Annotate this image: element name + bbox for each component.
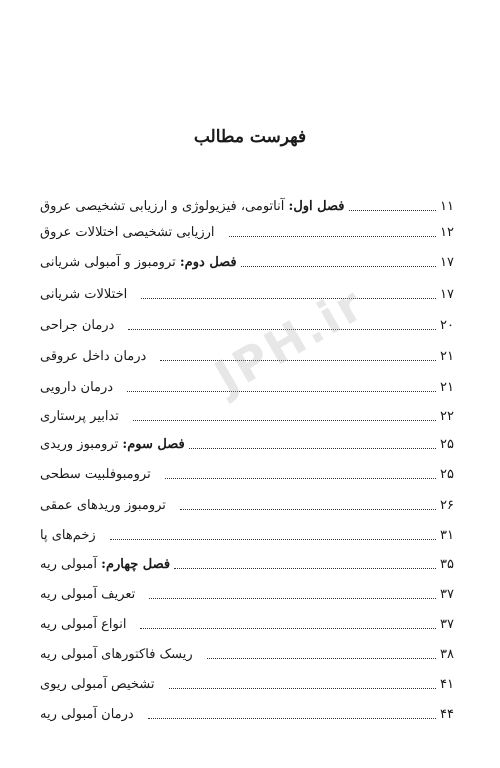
dot-leader bbox=[127, 391, 436, 392]
page-number: ۱۷ bbox=[440, 287, 454, 302]
page-number: ۲۶ bbox=[440, 498, 454, 513]
entry-title: تدابیر پرستاری bbox=[40, 409, 119, 424]
page-number: ۲۵ bbox=[440, 437, 454, 452]
toc-entry bbox=[40, 640, 464, 664]
page-number: ۱۷ bbox=[440, 255, 454, 270]
dot-leader bbox=[180, 509, 436, 510]
dot-leader bbox=[140, 628, 436, 629]
page-number: ۲۱ bbox=[440, 349, 454, 364]
toc-entry-chapter-2 bbox=[40, 248, 464, 272]
page-number: ۳۵ bbox=[440, 557, 454, 572]
page-number: ۲۲ bbox=[440, 409, 454, 424]
entry-title: درمان داخل عروقی bbox=[40, 349, 147, 364]
entry-title: ریسک فاکتورهای آمبولی ریه bbox=[40, 647, 193, 662]
entry-title: ارزیابی تشخیصی اختلالات عروق bbox=[40, 225, 215, 240]
entry-title: ترومبوفلبیت سطحی bbox=[40, 467, 151, 482]
dot-leader bbox=[169, 688, 436, 689]
page-number: ۳۷ bbox=[440, 587, 454, 602]
toc-entry bbox=[40, 460, 464, 484]
entry-title: درمان دارویی bbox=[40, 380, 114, 395]
page-number: ۳۸ bbox=[440, 647, 454, 662]
toc-entry bbox=[40, 218, 464, 242]
dot-leader bbox=[110, 539, 436, 540]
dot-leader bbox=[229, 236, 436, 237]
toc-entry bbox=[40, 610, 464, 634]
toc-entry bbox=[40, 700, 464, 724]
chapter-label: فصل اول: bbox=[288, 199, 345, 214]
page-number: ۴۴ bbox=[440, 707, 454, 722]
page-number: ۲۵ bbox=[440, 467, 454, 482]
entry-title: ترومبوز و آمبولی شریانی bbox=[40, 255, 176, 270]
chapter-label: فصل چهارم: bbox=[101, 557, 171, 572]
page-number: ۲۰ bbox=[440, 318, 454, 333]
toc-entry bbox=[40, 280, 464, 304]
page-number: ۱۲ bbox=[440, 225, 454, 240]
dot-leader bbox=[165, 478, 436, 479]
chapter-label: فصل دوم: bbox=[179, 255, 237, 270]
entry-title: اختلالات شریانی bbox=[40, 287, 128, 302]
toc-entry bbox=[40, 491, 464, 515]
entry-title: درمان آمبولی ریه bbox=[40, 707, 134, 722]
dot-leader bbox=[349, 210, 436, 211]
watermark: JPH.ir bbox=[205, 275, 375, 405]
entry-text bbox=[40, 199, 345, 216]
toc-entry-chapter-1 bbox=[40, 192, 464, 216]
page-number: ۲۱ bbox=[440, 380, 454, 395]
dot-leader bbox=[148, 718, 436, 719]
entry-title: ترومبوز وریدهای عمقی bbox=[40, 498, 166, 513]
chapter-label: فصل سوم: bbox=[122, 437, 185, 452]
toc-entry-chapter-4 bbox=[40, 550, 464, 574]
page-number: ۳۷ bbox=[440, 617, 454, 632]
entry-text bbox=[40, 255, 237, 272]
entry-title: زخم‌های پا bbox=[40, 528, 96, 543]
entry-title: انواع آمبولی ریه bbox=[40, 617, 127, 632]
entry-title: درمان جراحی bbox=[40, 318, 115, 333]
entry-title: آناتومی، فیزیولوژی و ارزیابی تشخیصی عروق bbox=[40, 199, 285, 214]
entry-title: تشخیص آمبولی ریوی bbox=[40, 677, 155, 692]
dot-leader bbox=[133, 420, 436, 421]
entry-text bbox=[40, 437, 185, 454]
entry-title: آمبولی ریه bbox=[40, 557, 98, 572]
toc-entry bbox=[40, 521, 464, 545]
page-number: ۱۱ bbox=[440, 199, 454, 214]
dot-leader bbox=[149, 598, 436, 599]
dot-leader bbox=[207, 658, 436, 659]
toc-entry bbox=[40, 580, 464, 604]
dot-leader bbox=[189, 448, 436, 449]
entry-text bbox=[40, 557, 170, 574]
entry-title: ترومبوز وریدی bbox=[40, 437, 119, 452]
toc-entry-chapter-3 bbox=[40, 430, 464, 454]
entry-title: تعریف آمبولی ریه bbox=[40, 587, 136, 602]
page-number: ۴۱ bbox=[440, 677, 454, 692]
toc-entry bbox=[40, 670, 464, 694]
dot-leader bbox=[174, 568, 436, 569]
page-title: فهرست مطالب bbox=[193, 127, 307, 147]
page-number: ۳۱ bbox=[440, 528, 454, 543]
